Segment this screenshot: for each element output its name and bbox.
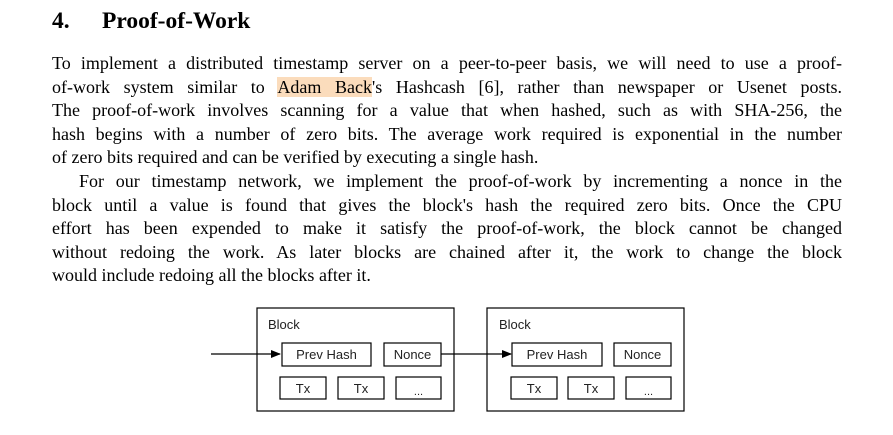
nonce-label: Nonce (623, 347, 662, 362)
paragraph-2-line-1: For our timestamp network, we implement the proof-of-work by incrementing a nonce in the (79, 170, 842, 191)
highlighted-name: Adam Back (277, 76, 373, 97)
section-number: 4. (52, 8, 70, 34)
text-segment: 's Hashcash [6], rather than newspaper or Usenet posts. (372, 76, 843, 97)
block-1 (257, 308, 454, 411)
tx-label: Tx (295, 381, 311, 396)
tx-ellipsis-label: ... (643, 386, 654, 398)
prev-hash-label: Prev Hash (296, 347, 357, 362)
block-title: Block (499, 317, 531, 332)
paragraph-1-line-3: The proof-of-work involves scanning for a value that when hashed, such as with SHA-256, the (52, 100, 842, 121)
text-segment: of-work system similar to (52, 76, 278, 97)
paragraph-1-line-4: hash begins with a number of zero bits. The average work required is exponential in the number (52, 123, 842, 144)
tx-label: Tx (526, 381, 542, 396)
tx-label: Tx (353, 381, 369, 396)
tx-label: Tx (583, 381, 599, 396)
prev-hash-label: Prev Hash (526, 347, 588, 362)
paragraph-2-line-2: block until a value is found that gives the block's hash the required zero bits. Once the CPU (52, 194, 842, 215)
section-title: Proof-of-Work (102, 8, 251, 34)
block-title: Block (268, 317, 300, 332)
tx-ellipsis-label: ... (413, 386, 424, 398)
paragraph-1-line-5: of zero bits required and can be verified by executing a single hash. (52, 147, 539, 168)
paragraph-2-line-3: effort has been expended to make it satisfy the proof-of-work, the block cannot be changed (52, 218, 842, 239)
nonce-label: Nonce (393, 347, 432, 362)
paragraph-2-line-5: would include redoing all the blocks after it. (52, 265, 371, 286)
paragraph-1-line-1: To implement a distributed timestamp server on a peer-to-peer basis, we will need to use a proof- (52, 53, 842, 73)
block-2 (487, 308, 684, 411)
paragraph-2-line-4: without redoing the work. As later blocks are chained after it, the work to change the block (52, 241, 842, 262)
